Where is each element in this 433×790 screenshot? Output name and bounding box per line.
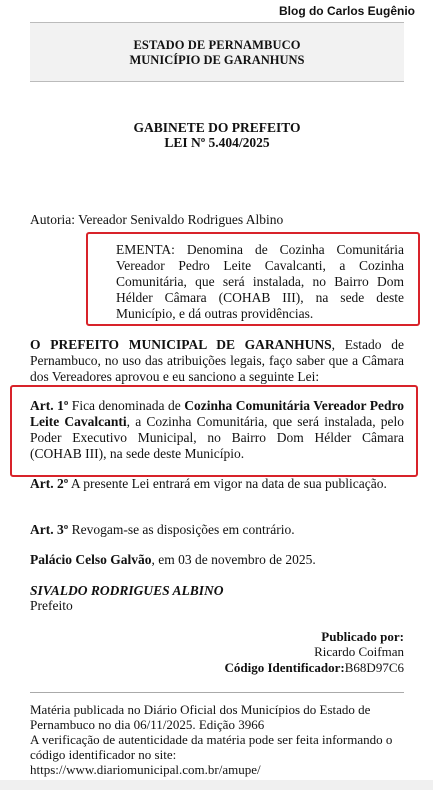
law-number: LEI Nº 5.404/2025 bbox=[164, 135, 270, 150]
footer-publication-note: Matéria publicada no Diário Oficial dos Municípios do Estado de Pernambuco no dia 06/11/2025. Edição 3966 bbox=[30, 702, 371, 732]
identifier-value: B68D97C6 bbox=[344, 660, 404, 675]
footer-divider bbox=[30, 692, 404, 693]
palace-date-text: , em 03 de novembro de 2025. bbox=[151, 552, 316, 567]
art1-text-a: Fica denominada de bbox=[68, 398, 185, 413]
bottom-strip bbox=[0, 780, 433, 790]
ementa-text: EMENTA: Denomina de Cozinha Comunitária Vereador Pedro Leite Cavalcanti, a Cozinha Comunitária, que será instalada, no Bairro Dom Hélder Câmara (COHAB III), na sede deste Município, e dá outras providências. bbox=[116, 242, 404, 321]
identifier-label: Código Identificador: bbox=[224, 660, 345, 675]
authorship: Autoria: Vereador Senivaldo Rodrigues Albino bbox=[30, 212, 284, 227]
signature-name: SIVALDO RODRIGUES ALBINO bbox=[30, 583, 224, 598]
palace-date bbox=[30, 552, 404, 568]
document-header bbox=[30, 22, 404, 82]
article-1 bbox=[30, 398, 404, 462]
art1-label: Art. 1º bbox=[30, 398, 69, 413]
art2-label: Art. 2º bbox=[30, 476, 69, 491]
art1-kitchen-name: Cozinha Comunitária Vereador Pedro Leite Cavalcanti bbox=[30, 398, 404, 429]
article-2 bbox=[30, 476, 404, 492]
footer-url: https://www.diariomunicipal.com.br/amupe/ bbox=[30, 762, 261, 777]
blog-watermark: Blog do Carlos Eugênio bbox=[278, 4, 415, 18]
art3-label: Art. 3º bbox=[30, 522, 69, 537]
footer bbox=[30, 702, 410, 777]
header-state: ESTADO DE PERNAMBUCO bbox=[133, 38, 301, 52]
article-3 bbox=[30, 522, 404, 538]
office-title: GABINETE DO PREFEITO bbox=[133, 120, 301, 135]
art1-text-b: , a Cozinha Comunitária, que será instalada, pelo Poder Executivo Municipal, no Bairro Dom Hélder Câmara (COHAB III), na sede deste Município. bbox=[30, 414, 404, 461]
identifier-code bbox=[225, 660, 404, 676]
art2-text: A presente Lei entrará em vigor na data de sua publicação. bbox=[68, 476, 387, 491]
preamble bbox=[30, 337, 404, 385]
preamble-mayor: O PREFEITO MUNICIPAL DE GARANHUNS bbox=[30, 337, 332, 352]
published-by-label: Publicado por: bbox=[321, 629, 404, 644]
publisher-name: Ricardo Coifman bbox=[314, 644, 404, 659]
footer-verification-note: A verificação de autenticidade da matéria pode ser feita informando o código identificador no site: bbox=[30, 732, 393, 762]
palace-name: Palácio Celso Galvão bbox=[30, 552, 152, 567]
preamble-text: , Estado de Pernambuco, no uso das atribuições legais, faço saber que a Câmara dos Vereadores aprovou e eu sanciono a seguinte Lei: bbox=[30, 337, 404, 384]
signature-role: Prefeito bbox=[30, 598, 73, 613]
header-municipality: MUNICÍPIO DE GARANHUNS bbox=[129, 53, 305, 67]
art3-text: Revogam-se as disposições em contrário. bbox=[68, 522, 295, 537]
